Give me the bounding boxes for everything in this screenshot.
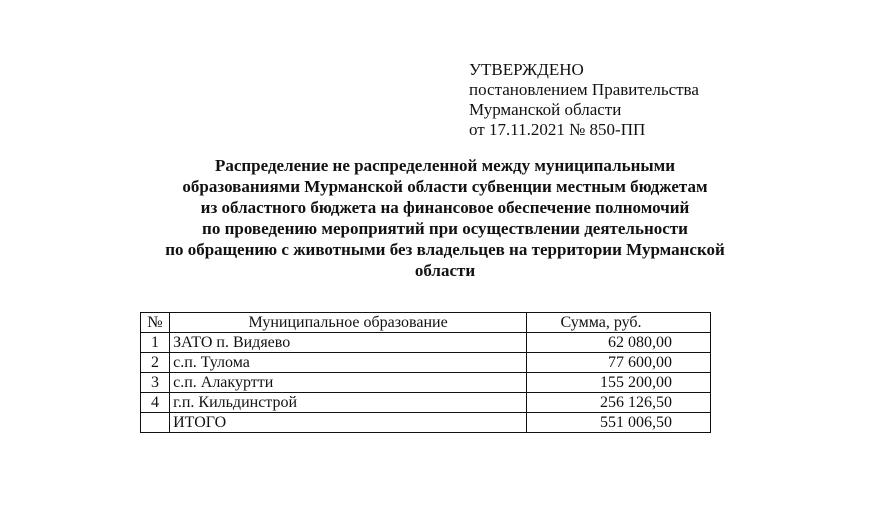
header-number: № [141,313,170,333]
total-number [141,413,170,433]
total-amount: 551 006,50 [527,413,711,433]
title-line: области [414,261,476,280]
table-row [141,393,711,413]
row-amount: 155 200,00 [527,373,711,393]
table-row [141,353,711,373]
approval-line: постановлением Правительства [469,80,699,99]
header-amount: Сумма, руб. [527,313,711,333]
row-number: 1 [141,333,170,353]
row-number: 2 [141,353,170,373]
table-total-row [141,413,711,433]
total-label: ИТОГО [170,413,527,433]
approval-block [469,60,699,140]
approval-line: Мурманской области [469,100,622,119]
table-header-row [141,313,711,333]
row-amount: 62 080,00 [527,333,711,353]
table-row [141,333,711,353]
approval-heading: УТВЕРЖДЕНО [469,60,584,79]
row-number: 4 [141,393,170,413]
title-line: по проведению мероприятий при осуществлении деятельности [202,219,688,238]
title-line: по обращению с животными без владельцев на территории Мурманской [165,240,725,259]
row-amount: 256 126,50 [527,393,711,413]
distribution-table [140,312,711,433]
row-municipality: г.п. Кильдинстрой [170,393,527,413]
row-municipality: с.п. Тулома [170,353,527,373]
document-title [100,155,790,281]
title-line: из областного бюджета на финансовое обеспечение полномочий [200,198,690,217]
table-row [141,373,711,393]
title-line: Распределение не распределенной между муниципальными [214,156,676,175]
header-municipality: Муниципальное образование [170,313,527,333]
row-municipality: ЗАТО п. Видяево [170,333,527,353]
row-number: 3 [141,373,170,393]
title-line: образованиями Мурманской области субвенции местным бюджетам [182,177,708,196]
row-municipality: с.п. Алакуртти [170,373,527,393]
row-amount: 77 600,00 [527,353,711,373]
approval-date-line: от 17.11.2021 № 850-ПП [469,120,646,139]
